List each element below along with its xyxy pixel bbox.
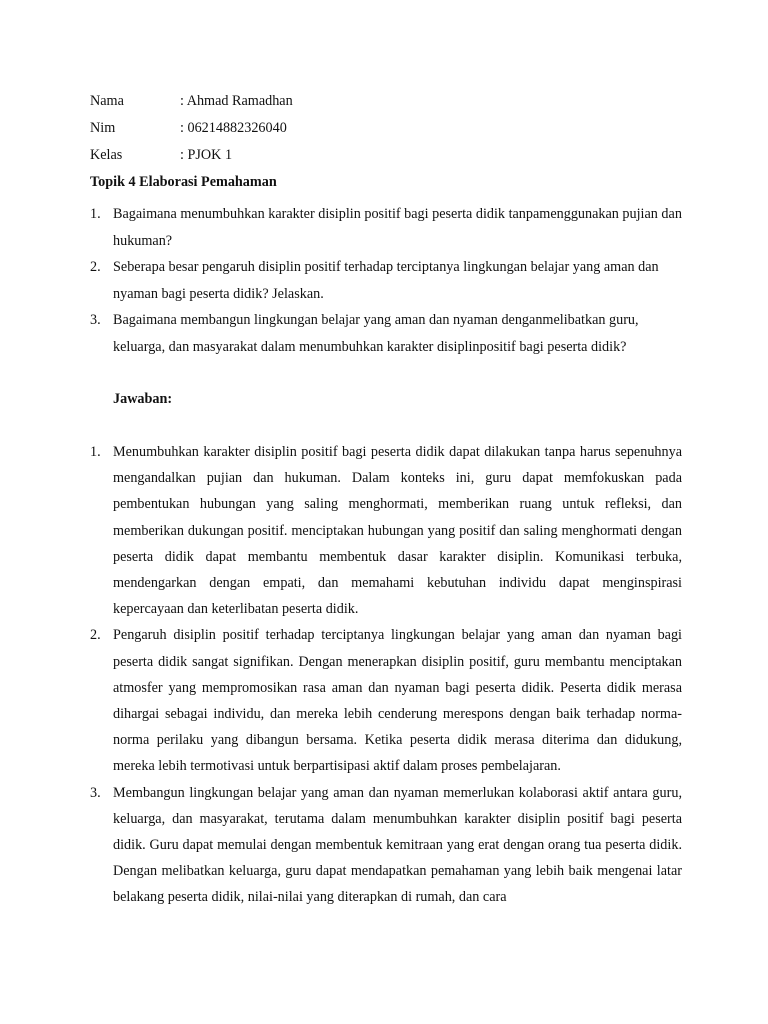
class-value: : PJOK 1 [180, 147, 233, 163]
question-item [90, 254, 682, 307]
question-text: Seberapa besar pengaruh disiplin positif terhadap terciptanya lingkungan belajar yang aman dan nyaman bagi peserta didik? Jelaskan. [113, 259, 659, 302]
topic-title: Topik 4 Elaborasi Pemahaman [90, 174, 277, 190]
name-label: Nama [90, 93, 124, 109]
answer-number: 2. [90, 627, 101, 644]
question-list [90, 201, 682, 360]
answer-text: Pengaruh disiplin positif terhadap terciptanya lingkungan belajar yang aman dan nyaman bagi peserta didik sangat signifikan. Dengan menerapkan disiplin positif, guru membantu menciptakan atmosfer yang mempromosikan rasa aman dan nyaman bagi peserta didik. Peserta didik merasa dihargai sebagai individu, dan mereka lebih cenderung merespons dengan baik terhadap norma-norma perilaku yang dibangun bersama. Ketika peserta didik merasa diterima dan didukung, mereka lebih termotivasi untuk berpartisipasi aktif dalam proses pembelajaran. [113, 627, 682, 775]
question-number: 3. [90, 312, 101, 328]
answer-text: Menumbuhkan karakter disiplin positif bagi peserta didik dapat dilakukan tanpa harus sepenuhnya mengandalkan pujian dan hukuman. Dalam konteks ini, guru dapat memfokuskan pada pembentukan hubungan yang saling menghormati, memberikan ruang untuk refleksi, dan memberikan dukungan positif. menciptakan hubungan yang positif dan saling menghormati dengan peserta didik dapat membantu membentuk dasar karakter disiplin. Komunikasi terbuka, mendengarkan dengan empati, dan memahami kebutuhan individu dapat menginspirasi kepercayaan dan keterlibatan peserta didik. [113, 444, 682, 618]
question-item [90, 307, 682, 360]
answer-number: 1. [90, 444, 101, 460]
class-label: Kelas [90, 147, 123, 163]
question-number: 1. [90, 206, 101, 222]
nim-label: Nim [90, 120, 116, 136]
nim-value: : 06214882326040 [180, 120, 287, 136]
answer-item [90, 780, 682, 911]
answer-item [90, 439, 682, 622]
answer-item [90, 622, 682, 779]
answer-text: Membangun lingkungan belajar yang aman dan nyaman memerlukan kolaborasi aktif antara guru, keluarga, dan masyarakat, terutama dalam menumbuhkan karakter disiplin positif bagi peserta didik. Guru dapat memulai dengan membentuk kemitraan yang erat dengan orang tua peserta didik. Dengan melibatkan keluarga, guru dapat mendapatkan pemahaman yang lebih baik mengenai latar belakang peserta didik, nilai-nilai yang diterapkan di rumah, dan cara [113, 784, 682, 906]
question-text: Bagaimana membangun lingkungan belajar yang aman dan nyaman denganmelibatkan guru, keluarga, dan masyarakat dalam menumbuhkan karakter disiplinpositif bagi peserta didik? [113, 312, 639, 355]
question-item [90, 201, 682, 254]
answers-title: Jawaban: [113, 391, 173, 407]
question-number: 2. [90, 259, 101, 275]
answer-list [90, 439, 682, 911]
name-value: : Ahmad Ramadhan [180, 93, 293, 109]
question-text: Bagaimana menumbuhkan karakter disiplin positif bagi peserta didik tanpamenggunakan pujian dan hukuman? [113, 206, 682, 249]
answer-number: 3. [90, 784, 101, 801]
